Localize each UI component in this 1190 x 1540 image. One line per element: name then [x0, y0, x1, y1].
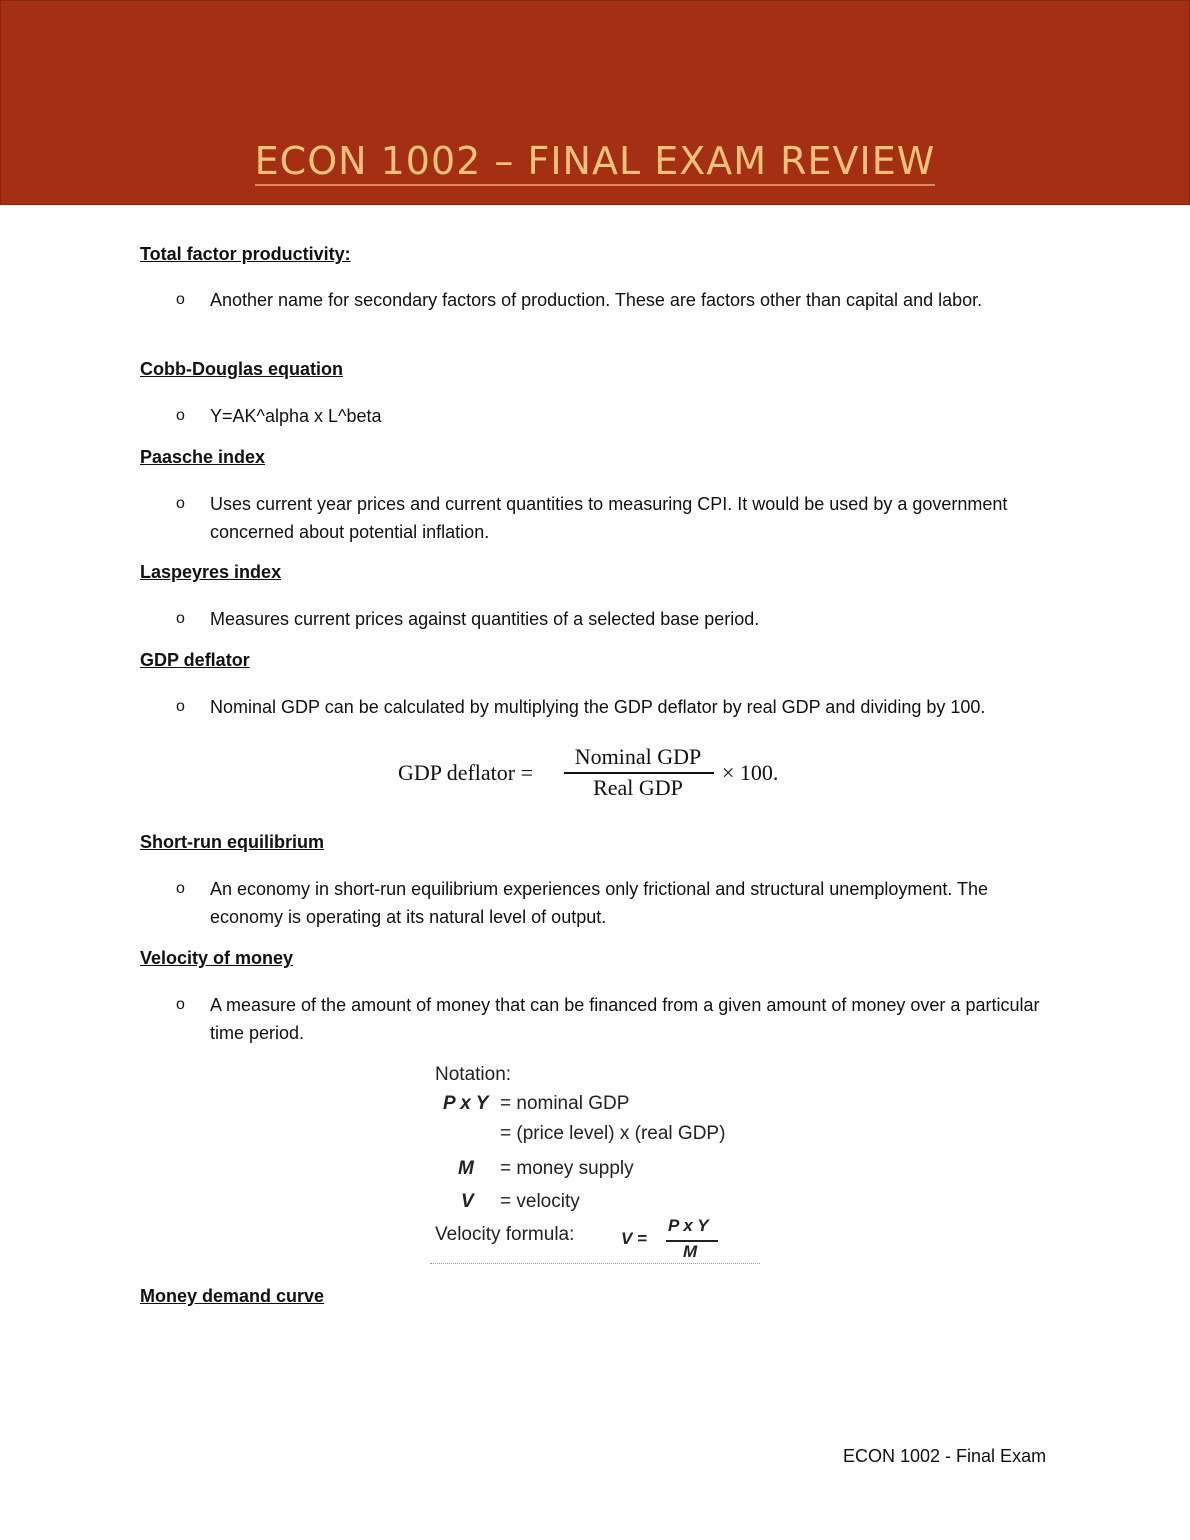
- bullet-marker: o: [176, 291, 185, 308]
- bullet-text: Uses current year prices and current quantities to measuring CPI. It would be used by a government concerned about potential inflation.: [210, 494, 1008, 542]
- bullet-marker: o: [176, 880, 185, 897]
- velocity-formula-label: Velocity formula:: [435, 1224, 575, 1245]
- velocity-formula-denominator: M: [683, 1242, 698, 1261]
- formula-numerator: Nominal GDP: [574, 744, 702, 769]
- gdp-deflator-formula: [396, 744, 796, 804]
- m-symbol: M: [458, 1158, 474, 1179]
- heading-cobb-douglas: Cobb-Douglas equation: [140, 359, 343, 379]
- bullet-text: Another name for secondary factors of production. These are factors other than capital and labor.: [210, 290, 983, 310]
- bullet-marker: o: [176, 996, 185, 1013]
- bullet-text: A measure of the amount of money that can be financed from a given amount of money over a particular time period.: [210, 995, 1040, 1043]
- bullet-marker: o: [176, 610, 185, 627]
- heading-money-demand-curve: Money demand curve: [140, 1286, 325, 1306]
- formula-denominator: Real GDP: [593, 775, 683, 800]
- bullet-marker: o: [176, 407, 185, 424]
- velocity-formula-lhs: V =: [621, 1229, 647, 1248]
- formula-rhs: × 100.: [722, 760, 779, 785]
- heading-paasche-index: Paasche index: [140, 447, 266, 467]
- bullet-marker: o: [176, 698, 185, 715]
- bullet-text: An economy in short-run equilibrium experiences only frictional and structural unemployment. The economy is operating at its natural level of output.: [210, 879, 989, 927]
- velocity-formula-numerator: P x Y: [668, 1216, 709, 1235]
- page-footer: ECON 1002 - Final Exam: [843, 1446, 1047, 1466]
- pxy-definition-expanded: = (price level) x (real GDP): [500, 1123, 726, 1144]
- title-banner: [0, 0, 1190, 205]
- heading-gdp-deflator: GDP deflator: [140, 650, 250, 670]
- bullet-text: Nominal GDP can be calculated by multiplying the GDP deflator by real GDP and dividing by 100.: [210, 697, 986, 717]
- pxy-definition: = nominal GDP: [500, 1093, 630, 1114]
- pxy-symbol: P x Y: [443, 1093, 489, 1114]
- notation-title: Notation:: [435, 1064, 512, 1085]
- v-definition: = velocity: [500, 1191, 580, 1212]
- formula-lhs: GDP deflator =: [398, 760, 534, 785]
- divider: [430, 1263, 760, 1264]
- heading-velocity-of-money: Velocity of money: [140, 948, 294, 968]
- velocity-notation-figure: [430, 1060, 760, 1266]
- heading-laspeyres-index: Laspeyres index: [140, 562, 282, 582]
- document-title: ECON 1002 – FINAL EXAM REVIEW: [1, 139, 1189, 183]
- fraction-bar: [564, 772, 714, 774]
- bullet-text: Y=AK^alpha x L^beta: [210, 406, 382, 426]
- bullet-text: Measures current prices against quantities of a selected base period.: [210, 609, 760, 629]
- v-symbol: V: [461, 1191, 474, 1212]
- heading-total-factor-productivity: Total factor productivity:: [140, 244, 351, 264]
- m-definition: = money supply: [500, 1158, 634, 1179]
- bullet-marker: o: [176, 495, 185, 512]
- heading-short-run-equilibrium: Short-run equilibrium: [140, 832, 324, 852]
